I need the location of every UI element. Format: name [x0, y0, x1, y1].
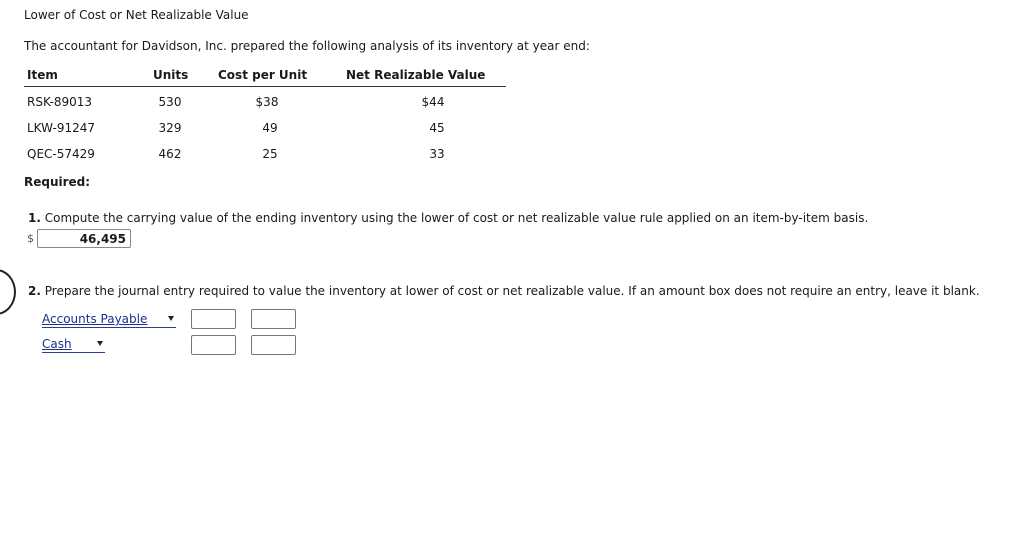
account-dropdown[interactable]	[42, 337, 105, 353]
chevron-down-icon	[97, 341, 103, 346]
cell-item: QEC-57429	[27, 147, 95, 161]
cell-nrv: 33	[429, 147, 445, 161]
question-1-text: Compute the carrying value of the ending inventory using the lower of cost or net realizable value rule applied on an item-by-item basis.	[44, 211, 869, 225]
table-header-rule	[24, 86, 506, 87]
cell-units: 329	[158, 121, 182, 135]
cell-units: 462	[158, 147, 182, 161]
cell-item: RSK-89013	[27, 95, 93, 109]
cell-item: LKW-91247	[27, 121, 96, 135]
credit-input[interactable]	[251, 309, 296, 329]
question-2-text: Prepare the journal entry required to value the inventory at lower of cost or net realizable value. If an amount box does not require an entry, leave it blank.	[44, 284, 980, 298]
question-1	[28, 211, 868, 225]
focus-indicator	[0, 269, 16, 315]
cell-cost: $38	[255, 95, 279, 109]
cell-cost: 25	[262, 147, 278, 161]
credit-input[interactable]	[251, 335, 296, 355]
debit-input[interactable]	[191, 309, 236, 329]
col-header-units: Units	[153, 68, 189, 82]
chevron-down-icon	[168, 316, 174, 321]
question-1-number: 1.	[28, 211, 41, 225]
debit-input[interactable]	[191, 335, 236, 355]
col-header-item: Item	[27, 68, 58, 82]
cell-nrv: 45	[429, 121, 445, 135]
required-label: Required:	[24, 175, 91, 189]
question-2	[28, 284, 980, 298]
cell-nrv: $44	[421, 95, 445, 109]
account-dropdown-value: Accounts Payable	[42, 312, 148, 326]
carrying-value-input[interactable]: 46,495	[37, 229, 131, 248]
account-dropdown[interactable]	[42, 312, 176, 328]
account-dropdown-value: Cash	[42, 337, 72, 351]
intro-text: The accountant for Davidson, Inc. prepared the following analysis of its inventory at year end:	[24, 39, 590, 53]
col-header-nrv: Net Realizable Value	[346, 68, 486, 82]
currency-symbol: $	[27, 232, 34, 245]
question-2-number: 2.	[28, 284, 41, 298]
cell-units: 530	[158, 95, 182, 109]
col-header-cost: Cost per Unit	[218, 68, 308, 82]
page-title: Lower of Cost or Net Realizable Value	[24, 8, 249, 22]
cell-cost: 49	[262, 121, 278, 135]
